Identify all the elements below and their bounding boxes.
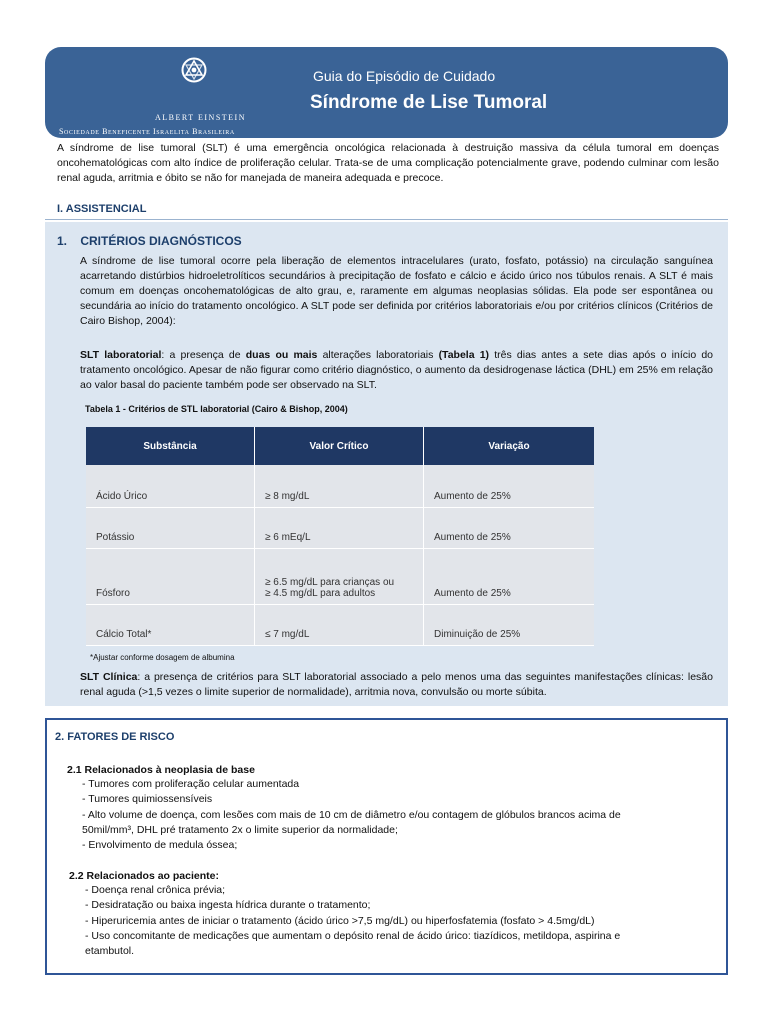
lab-label: SLT laboratorial <box>80 349 162 361</box>
list-item: - Envolvimento de medula óssea; <box>82 839 238 852</box>
lab-text-2: alterações laboratoriais <box>317 349 439 361</box>
table-row <box>86 604 594 645</box>
table-cell: ≤ 7 mg/dL <box>255 604 424 645</box>
table-cell: Aumento de 25% <box>424 507 595 548</box>
lab-text-1: : a presença de <box>161 349 246 361</box>
table-header-row <box>86 427 594 465</box>
list-item: - Alto volume de doença, com lesões com mais de 10 cm de diâmetro e/ou contagem de glóbulos brancos acima de <box>82 808 621 821</box>
page-title: Síndrome de Lise Tumoral <box>310 92 548 113</box>
list-item: 50mil/mm³, DHL pré tratamento 2x o limite superior da normalidade; <box>82 823 398 836</box>
risk-subheading-neoplasm: 2.1 Relacionados à neoplasia de base <box>67 764 255 776</box>
table-footnote: *Ajustar conforme dosagem de albumina <box>90 653 235 662</box>
criteria-table <box>86 427 594 646</box>
list-item: - Doença renal crônica prévia; <box>85 884 226 896</box>
table-cell: Fósforo <box>86 548 255 604</box>
table-cell: Potássio <box>86 507 255 548</box>
lab-text-3: três dias antes a sete dias após o início do tratamento oncológico. Apesar de não figurar como critério diagnóstico, o aumento da desidrogenase láctica (DHL) em 25% em relação ao valor basal do paciente também pode ser observado na SLT. <box>80 349 714 391</box>
table-cell: Aumento de 25% <box>424 465 595 507</box>
table-cell: ≥ 6.5 mg/dL para crianças ou ≥ 4.5 mg/dL para adultos <box>255 548 424 604</box>
clinical-criteria-paragraph <box>80 670 713 700</box>
table-caption: Tabela 1 - Critérios de STL laboratorial (Cairo & Bishop, 2004) <box>85 404 348 414</box>
list-item: - Tumores quimiossensíveis <box>82 793 213 806</box>
risk-factors-title: 2. FATORES DE RISCO <box>55 731 175 743</box>
list-item: - Tumores com proliferação celular aumentada <box>82 778 300 790</box>
section-heading: I. ASSISTENCIAL <box>57 203 147 215</box>
clinical-label: SLT Clínica <box>80 671 138 683</box>
header-banner <box>45 47 728 138</box>
list-item: - Desidratação ou baixa ingesta hídrica durante o tratamento; <box>85 899 371 912</box>
logo-name: ALBERT EINSTEIN <box>155 113 246 122</box>
logo-subtitle: Sociedade Beneficente Israelita Brasileira <box>59 127 235 136</box>
criteria-paragraph: A síndrome de lise tumoral ocorre pela liberação de elementos intracelulares (urato, fosfato, potássio) na circulação sanguínea acarretando distúrbios hidroeletrolíticos secundários à precipitação de fosfato e cálcio e ácido úrico nos túbulos renais. A SLT é mais comum em doenças oncohematológicas de alto grau, e, raramente em algumas neoplasias sólidas. Ela pode ser espontânea ou secundária ao início do tratamento oncológico. A SLT pode ser definida por critérios laboratoriais e/ou por critérios clínicos (Critérios de Cairo Bishop, 2004): <box>80 255 713 327</box>
table-cell: Cálcio Total* <box>86 604 255 645</box>
list-item: etambutol. <box>85 945 135 958</box>
table-cell: ≥ 6 mEq/L <box>255 507 424 548</box>
lab-emphasis-2: (Tabela 1) <box>438 349 490 361</box>
neoplasm-risk-list <box>82 777 621 853</box>
criteria-title: 1. CRITÉRIOS DIAGNÓSTICOS <box>57 234 242 248</box>
table-header-cell: Substância <box>86 427 255 465</box>
table-cell: ≥ 8 mg/dL <box>255 465 424 507</box>
table-cell: Diminuição de 25% <box>424 604 595 645</box>
list-item: - Hiperuricemia antes de iniciar o tratamento (ácido úrico >7,5 mg/dL) ou hiperfosfatemia (fosfato > 4.5mg/dL) <box>85 914 595 927</box>
table-cell: Aumento de 25% <box>424 548 595 604</box>
intro-paragraph: A síndrome de lise tumoral (SLT) é uma emergência oncológica relacionada à destruição massiva da célula tumoral em doenças oncohematológicas com alto índice de proliferação celular. Trata-se de uma complicação potencialmente grave, podendo culminar com lesão renal aguda, arritmia e óbito se não for manejada de maneira adequada e precoce. <box>57 142 719 184</box>
table-row <box>86 548 594 604</box>
lab-emphasis-1: duas ou mais <box>245 349 318 361</box>
table-header-cell: Valor Crítico <box>255 427 424 465</box>
table-row <box>86 507 594 548</box>
risk-factors-box <box>45 718 728 975</box>
table-row <box>86 465 594 507</box>
table-cell: Ácido Úrico <box>86 465 255 507</box>
einstein-logo-icon <box>180 56 208 84</box>
lab-criteria-paragraph <box>80 348 713 393</box>
patient-risk-list <box>85 883 620 959</box>
table-header-cell: Variação <box>424 427 595 465</box>
diagnostic-criteria-box <box>45 222 728 706</box>
list-item: - Uso concomitante de medicações que aumentam o depósito renal de ácido úrico: tiazídicos, metildopa, aspirina e <box>85 929 621 942</box>
risk-subheading-patient: 2.2 Relacionados ao paciente: <box>69 870 219 882</box>
guide-label: Guia do Episódio de Cuidado <box>313 68 496 84</box>
section-divider <box>45 219 728 220</box>
clinical-text: : a presença de critérios para SLT laboratorial associado a pelo menos uma das seguintes manifestações clínicas: lesão renal aguda (>1,5 vezes o limite superior de normalidade), arritmia nova, convulsão ou morte súbita. <box>80 671 713 698</box>
